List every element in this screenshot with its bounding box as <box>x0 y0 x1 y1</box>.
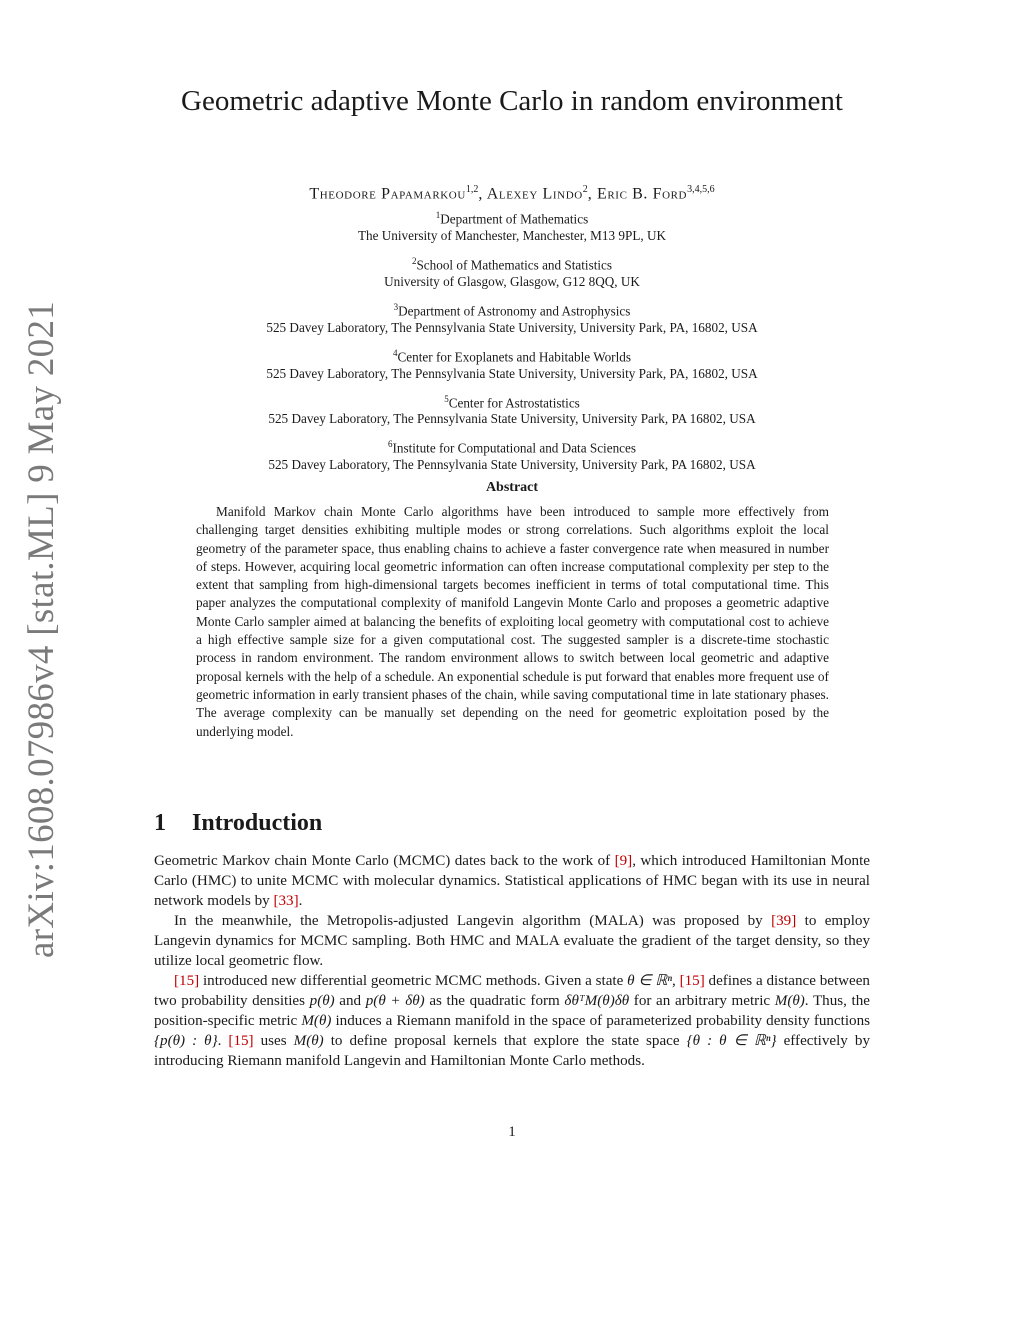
arxiv-identifier: arXiv:1608.07986v4 [stat.ML] 9 May 2021 <box>21 300 62 958</box>
author-name: Alexey Lindo <box>486 185 583 203</box>
math-expression: M(θ) <box>293 1033 324 1049</box>
affiliation-mark: 6 <box>387 439 393 450</box>
affiliation <box>140 391 884 428</box>
affiliation <box>140 253 884 290</box>
affiliation-department: Center for Astrostatistics <box>448 394 580 410</box>
affiliation-address: 525 Davey Laboratory, The Pennsylvania State University, University Park, PA 16802, USA <box>268 411 756 427</box>
paragraph: In the meanwhile, the Metropolis-adjusted Langevin algorithm (MALA) was proposed by [39] to employ Langevin dynamics for MCMC sampling. Both HMC and MALA evaluate the gradient of the target density, so they utilize local geometric flow. <box>154 913 871 969</box>
section-title: Introduction <box>192 810 323 836</box>
page-number: 1 <box>508 1124 516 1140</box>
affiliation <box>140 299 884 336</box>
author-affiliation-marks: 2 <box>582 184 588 195</box>
affiliation-mark: 2 <box>411 255 417 266</box>
paper-title: Geometric adaptive Monte Carlo in random environment <box>181 85 843 117</box>
affiliation-address: 525 Davey Laboratory, The Pennsylvania State University, University Park, PA 16802, USA <box>268 457 756 473</box>
math-expression: M(θ) <box>774 993 805 1009</box>
affiliation-mark: 4 <box>393 347 398 358</box>
math-expression: {θ : θ ∈ ℝⁿ} <box>686 1033 777 1049</box>
author-affiliation-marks: 3,4,5,6 <box>687 184 715 195</box>
affiliation <box>140 436 884 473</box>
affiliation-mark: 3 <box>393 301 399 312</box>
abstract-heading: Abstract <box>485 480 539 495</box>
affiliation <box>140 207 884 244</box>
citation-link[interactable]: [33] <box>273 893 299 909</box>
citation-link[interactable]: [9] <box>614 853 633 869</box>
math-expression: {p(θ) : θ} <box>154 1033 218 1049</box>
math-expression: θ ∈ ℝⁿ <box>627 973 673 989</box>
affiliation-address: The University of Manchester, Manchester, M13 9PL, UK <box>357 227 667 243</box>
math-expression: p(θ + δθ) <box>365 993 425 1009</box>
affiliation-address: University of Glasgow, Glasgow, G12 8QQ, UK <box>384 273 640 289</box>
author-name: Eric B. Ford <box>597 185 688 203</box>
abstract-text: Manifold Markov chain Monte Carlo algorithms have been introduced to sample more effectively from challenging target densities exhibiting multiple modes or strong correlations. Such algorithms exploit the local geometry of the parameter space, thus enabling chains to achieve a faster convergence rate when measured in number of steps. However, acquiring local geometric information can often increase computational complexity per step to the extent that sampling from high-dimensional targets becomes inefficient in terms of total computational time. This paper analyzes the computational complexity of manifold Langevin Monte Carlo and proposes a geometric adaptive Monte Carlo sampler aimed at balancing the benefits of exploiting local geometry with computational cost to achieve a high effective sample size for a given computational cost. The suggested sampler is a discrete-time stochastic process in random environment. The random environment allows to switch between local geometric and adaptive proposal kernels with the help of a schedule. An exponential schedule is put forward that enables more frequent use of geometric information in early transient phases of the chain, while saving computational time in late stationary phases. The average complexity can be manually set depending on the need for geometric exploitation posed by the underlying model. <box>196 504 829 739</box>
affiliation-department: School of Mathematics and Statistics <box>416 257 613 273</box>
affiliation-department: Institute for Computational and Data Sciences <box>392 440 637 456</box>
paragraph: Geometric Markov chain Monte Carlo (MCMC) dates back to the work of [9], which introduced Hamiltonian Monte Carlo (HMC) to unite MCMC with molecular dynamics. Statistical applications of HMC began with its use in neural network models by [33]. <box>154 853 870 909</box>
affiliation-department: Center for Exoplanets and Habitable Worlds <box>397 349 631 365</box>
math-expression: p(θ) <box>309 993 335 1009</box>
affiliation-list <box>140 207 884 482</box>
affiliation-department: Department of Mathematics <box>440 211 589 227</box>
affiliation-mark: 5 <box>444 393 449 404</box>
citation-link[interactable]: [15] <box>174 973 200 989</box>
affiliation-mark: 1 <box>435 210 441 220</box>
paragraph: [15] introduced new differential geometric MCMC methods. Given a state θ ∈ ℝⁿ, [15] defines a distance between two probability densities p(θ) and p(θ + δθ) as the quadratic form δθᵀM(θ)δθ for an arbitrary metric M(θ). Thus, the position-specific metric M(θ) induces a Riemann manifold in the space of parameterized probability density functions {p(θ) : θ}. [15] uses M(θ) to define proposal kernels that explore the state space {θ : θ ∈ ℝⁿ} effectively by introducing Riemann manifold Langevin and Hamiltonian Monte Carlo methods. <box>154 973 871 1069</box>
affiliation-department: Department of Astronomy and Astrophysics <box>398 303 631 319</box>
math-expression: M(θ) <box>301 1013 332 1029</box>
affiliation-address: 525 Davey Laboratory, The Pennsylvania State University, University Park, PA, 16802, USA <box>266 365 758 381</box>
section-heading <box>154 808 322 838</box>
citation-link[interactable]: [39] <box>771 913 797 929</box>
author-list: Theodore Papamarkou$^{1,2}$, Alexey Lindo$^2$, Eric B. Ford$^{3,4,5,6}$ <box>309 184 715 203</box>
math-expression: δθᵀM(θ)δθ <box>564 993 630 1009</box>
citation-link[interactable]: [15] <box>679 973 705 989</box>
affiliation-address: 525 Davey Laboratory, The Pennsylvania State University, University Park, PA, 16802, USA <box>266 319 758 335</box>
author-name: Theodore Papamarkou <box>309 185 466 203</box>
affiliation <box>140 345 884 382</box>
section-number: 1 <box>154 810 166 836</box>
section-body <box>154 851 870 1071</box>
citation-link[interactable]: [15] <box>228 1033 254 1049</box>
author-affiliation-marks: 1,2 <box>465 184 479 195</box>
